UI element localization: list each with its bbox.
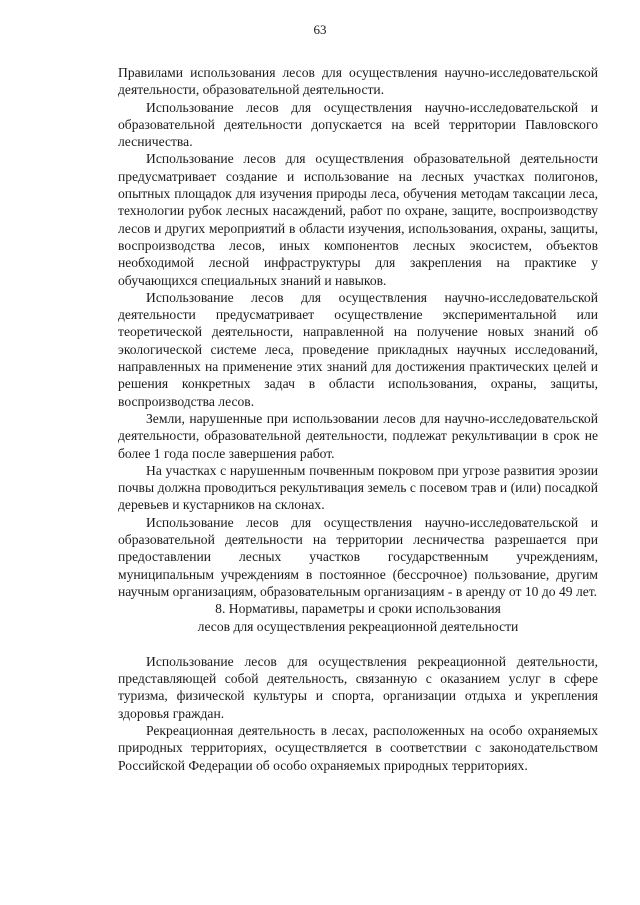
heading-spacer <box>118 635 598 653</box>
page-number: 63 <box>313 22 327 37</box>
paragraph-continuation: Правилами использования лесов для осуществления научно-исследовательской деятельности, образовательной деятельности. <box>118 65 598 98</box>
paragraph-erosion: На участках с нарушенным почвенным покровом при угрозе развития эрозии почвы должна проводиться рекультивация земель с посевом трав и (или) посадкой деревьев и кустарников на склонах. <box>118 462 598 513</box>
paragraph-educational-use: Использование лесов для осуществления образовательной деятельности предусматривает создание и использование на лесных участках полигонов, опытных площадок для изучения природы леса, обучения методам таксации леса, технологии рубок лесных насаждений, работ по охране, защите, воспроизводству лесов и других мероприятий в области изучения, использования, охраны, защиты, воспроизводства лесов, иных компонентов лесных экосистем, объектов необходимой лесной инфраструктуры для закрепления на практике у обучающихся специальных знаний и навыков. <box>118 151 598 288</box>
page-body <box>118 64 598 774</box>
section-heading-line-1: 8. Нормативы, параметры и сроки использования <box>215 601 501 617</box>
paragraph-land-provision: Использование лесов для осуществления научно-исследовательской и образовательной деятельности на территории лесничества разрешается при предоставлении лесных участков государственным учреждениям, муниципальным учреждениям в постоянное (бессрочное) пользование, другим научным организациям, образовательным организациям - в аренду от 10 до 49 лет. <box>118 514 598 599</box>
paragraph-recreation-definition: Использование лесов для осуществления рекреационной деятельности, представляющей собой деятельность, связанную с оказанием услуг в сфере туризма, физической культуры и спорта, организации отдыха и укрепления здоровья граждан. <box>118 653 598 721</box>
paragraph-land-recultivation: Земли, нарушенные при использовании лесов для научно-исследовательской деятельности, образовательной деятельности, подлежат рекультивации в срок не более 1 года после завершения работ. <box>118 410 598 461</box>
paragraph-research-territory: Использование лесов для осуществления научно-исследовательской и образовательной деятельности допускается на всей территории Павловского лесничества. <box>118 99 598 150</box>
paragraph-research-use: Использование лесов для осуществления научно-исследовательской деятельности предусматривает осуществление экспериментальной или теоретической деятельности, направленной на получение новых знаний об экологической системе леса, проведение прикладных научных исследований, направленных на применение этих знаний для достижения практических целей и решения конкретных задач в области использования, охраны, защиты, воспроизводства лесов. <box>118 289 598 409</box>
paragraph-recreation-protected: Рекреационная деятельность в лесах, расположенных на особо охраняемых природных территориях, осуществляется в соответствии с законодательством Российской Федерации об особо охраняемых природных территориях. <box>118 722 598 773</box>
section-heading-line-2: лесов для осуществления рекреационной деятельности <box>197 618 519 634</box>
